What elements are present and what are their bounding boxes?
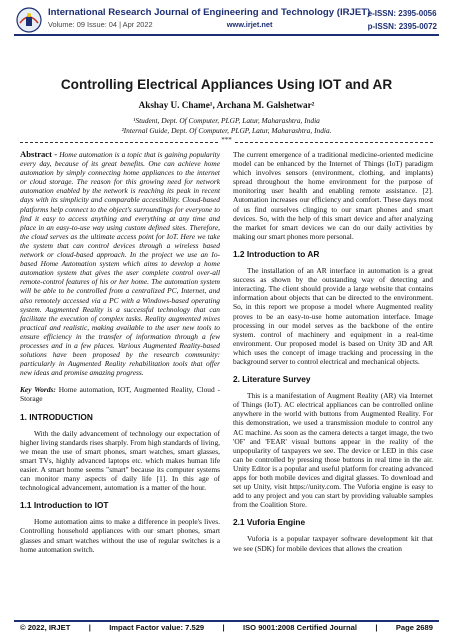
- iot-paragraph: Home automation aims to make a difference in people's lives. Controlling household appliances with our smart phones, smart glasses and smart watches without the use of regular switches is a home automation switch.: [20, 517, 220, 554]
- heading-intro-ar: 1.2 Introduction to AR: [233, 248, 320, 259]
- website-link[interactable]: www.irjet.net: [226, 20, 273, 29]
- footer-impact-factor: Impact Factor value: 7.529: [109, 623, 205, 632]
- journal-name: International Research Journal of Engineering and Technology (IRJET): [48, 7, 371, 18]
- page-footer: [20, 623, 433, 632]
- keywords-label: Key Words:: [20, 385, 56, 395]
- affiliation-1: ¹Student, Dept. Of Computer, PLGP, Latur, Maharashtra, India: [133, 116, 320, 125]
- abstract: [20, 150, 220, 377]
- heading-introduction: 1. INTRODUCTION: [20, 411, 93, 422]
- volume-text: Volume: 09 Issue: 04 | Apr 2022: [48, 20, 153, 29]
- abstract-label: Abstract -: [20, 149, 58, 159]
- right-paragraph-1: The current emergence of a traditional medicine-oriented medicine model can be enhanced by the Internet of Things (IoT) paradigm which involves sensors (environment, clothing, and implants) spread throughout the home environment for the purpose of monitoring user health and enabling remote assistance. [2]. Automation increases our efficiency and comfort. These days most of us find ourselves clinging to our smart phones and smart devices. So, with the help of this smart device and after analyzing the market for smart devices we can do our daily activities by making our smart phones more personal.: [233, 150, 433, 241]
- intro-paragraph: With the daily advancement of technology our expectation of higher living standards rises sharply. From high standards of living, we mean the use of smart phones, smart watches, smart glasses, smart TVs, highly advanced laptops etc. which makes human life easier. A smart home seems "smart" because its computer systems can monitor many aspects of daily life [1]. In this age of technological advancement, automation is a matter of the hour.: [20, 428, 220, 493]
- keywords: [20, 385, 220, 403]
- heading-intro-iot: 1.1 Introduction to IOT: [20, 500, 109, 511]
- header-rule: [14, 34, 439, 36]
- volume-issue: [48, 20, 272, 29]
- footer-iso: ISO 9001:2008 Certified Journal: [243, 623, 357, 632]
- paper-authors: Akshay U. Chame¹, Archana M. Galshetwar²: [138, 100, 315, 110]
- keywords-text: Home automation, IOT, Augmented Reality, Cloud - Storage: [20, 385, 220, 404]
- literature-paragraph: This is a manifestation of Augment Reality (AR) via Internet of Things (IoT). AC electrical appliances can be controlled online anywhere in the world with buttons from Augmented Reality. For this demonstration, we used a transmission module to control any AC machine. As soon as the camera detects a target image, the two 'OF' and 'FEAR' visual buttons appear in the reality of the unpopularity of taxpayers we see. The device or LED in this case can be controlled by pressing those buttons in real time in the air. Unity Editor is a popular and useful platform for creating advanced apps for both mobile devices and digital glasses. To download and set up Unity, visit https://unity.com. The Vuforia engine is easy to add to any project and you can start by providing valuable samples from the Coalition Store.: [233, 391, 433, 510]
- separator-stars: ***: [221, 136, 232, 144]
- paper-title: Controlling Electrical Appliances Using IOT and AR: [60, 77, 393, 92]
- vuforia-paragraph: Vuforia is a popular taxpayer software development kit that we see (SDK) for mobile devices that allows the creation: [233, 534, 433, 553]
- heading-vuforia: 2.1 Vuforia Engine: [233, 517, 306, 528]
- footer-separator: |: [222, 623, 225, 632]
- eissn: e-ISSN: 2395-0056: [367, 9, 437, 18]
- abstract-text: Home automation is a topic that is gaining popularity every day, because of its great benefits. One can achieve home automation by simply connecting home appliances to the internet or cloud storage. The reason for this growing need for network automation enabled by the network is reaching its peak in recent days with its simplicity and comparable accessibility. Cloud-based platforms help connect to the object's surroundings for everyone to find it easy to access anything and everything at any time and place in an easy-to-use way using custom defined sites. Therefore, the cloud serves as the ultimate access point for IoT. Here we take the system that can control devices through a wireless based network or cloud-based approach. In the project we use an Io-based Home Automation system which aims to develop a home automation system that gives the user complete control over-all remote-control features of his or her home. The automation system will be able to be controlled from a centralized PC, Internet, and also remotely accessed via a PC with a Windows-based operating system. Augmented Reality is a successful technology that can facilitate the execution of complex tasks. Reality augmented mixes practical and realistic, making available to the user new tools to ensure efficiency in the transfer of information through a few processes and in a few places. Various Augmented Reality-based solutions have been proposed by the research community: particularly in Augmented Reality rehabilitation tools that offer new ideas and promise amazing progress.: [20, 150, 221, 378]
- footer-rule: [14, 620, 439, 622]
- irjet-logo-icon: [16, 7, 42, 33]
- footer-page-number: Page 2689: [395, 623, 433, 632]
- footer-copyright: © 2022, IRJET: [20, 623, 71, 632]
- right-column: [233, 150, 433, 557]
- issn-block: [368, 7, 437, 33]
- pissn: p-ISSN: 2395-0072: [367, 22, 437, 31]
- heading-literature-survey: 2. Literature Survey: [233, 374, 311, 385]
- left-column: [20, 150, 220, 558]
- footer-separator: |: [375, 623, 378, 632]
- affiliation-2: ²Internal Guide, Dept. Of Computer, PLGP, Latur, Maharashtra, India.: [121, 126, 332, 135]
- footer-separator: |: [88, 623, 91, 632]
- ar-paragraph: The installation of an AR interface in automation is a great success as shown by the outstanding way of detecting and interacting. The client should provide a large website that contains information about objects that can be directed to the environment. So, in this report we propose a model where Augmented reality proves to be an easy-to-use home automation interface. Image processing in our model serves as the backbone of the entire system. control of machinery and equipment in a real-time environment. Our proposed model is based on Unity 3D and AR which uses the concept of image tracking and processing in the background server to control electrical and mechanical objects.: [233, 266, 433, 366]
